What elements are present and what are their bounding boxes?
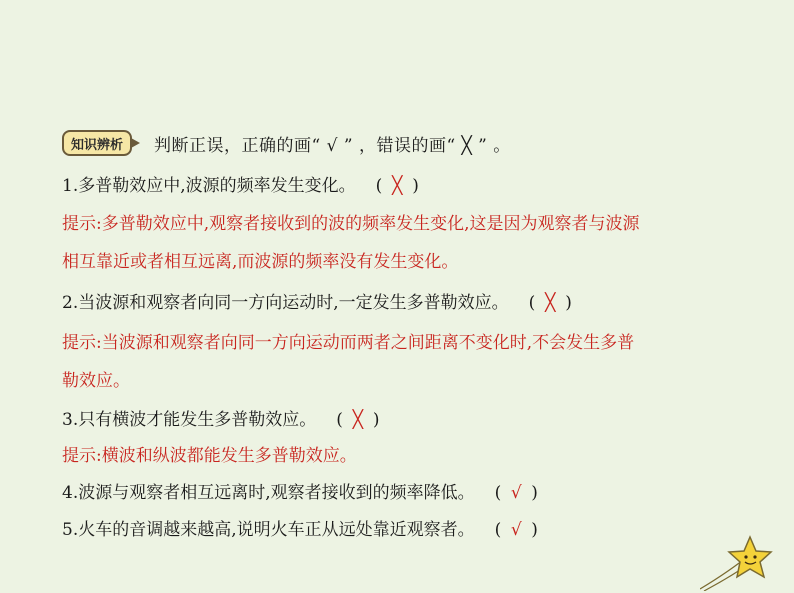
answer-mark: ( ╳ ) (375, 176, 419, 196)
question-5 (62, 518, 538, 542)
question-4 (62, 481, 538, 505)
answer-mark: ( ╳ ) (528, 293, 572, 313)
section-header (62, 128, 511, 158)
answer-value: ╳ (352, 410, 363, 430)
question-text: 2.当波源和观察者向同一方向运动时,一定发生多普勒效应。 (62, 293, 509, 313)
badge-pointer (131, 138, 140, 148)
section-badge: 知识辨析 (62, 130, 132, 156)
answer-mark: ( ╳ ) (336, 410, 380, 430)
hint-1-line-2: 相互靠近或者相互远离,而波源的频率没有发生变化。 (62, 252, 459, 272)
answer-mark: ( √ ) (494, 483, 538, 503)
answer-value: ╳ (392, 176, 403, 196)
hint-1-line-1: 提示:多普勒效应中,观察者接收到的波的频率发生变化,这是因为观察者与波源 (62, 214, 640, 234)
answer-value: √ (510, 483, 522, 503)
question-text: 3.只有横波才能发生多普勒效应。 (62, 410, 317, 430)
hint-2-line-1: 提示:当波源和观察者向同一方向运动而两者之间距离不变化时,不会发生多普 (62, 333, 635, 353)
answer-value: √ (510, 520, 522, 540)
instruction-text: 判断正误，正确的画“ √ ” ，错误的画“ ╳ ” 。 (154, 135, 511, 156)
question-text: 1.多普勒效应中,波源的频率发生变化。 (62, 176, 356, 196)
question-2 (62, 291, 572, 315)
answer-value: ╳ (545, 293, 556, 313)
hint-2-line-2: 勒效应。 (62, 371, 130, 391)
question-3 (62, 408, 380, 432)
answer-mark: ( √ ) (494, 520, 538, 540)
question-text: 4.波源与观察者相互远离时,观察者接收到的频率降低。 (62, 483, 475, 503)
question-1 (62, 174, 419, 198)
hint-3-line-1: 提示:横波和纵波都能发生多普勒效应。 (62, 446, 357, 466)
smiling-star-icon (700, 531, 780, 591)
question-text: 5.火车的音调越来越高,说明火车正从远处靠近观察者。 (62, 520, 475, 540)
